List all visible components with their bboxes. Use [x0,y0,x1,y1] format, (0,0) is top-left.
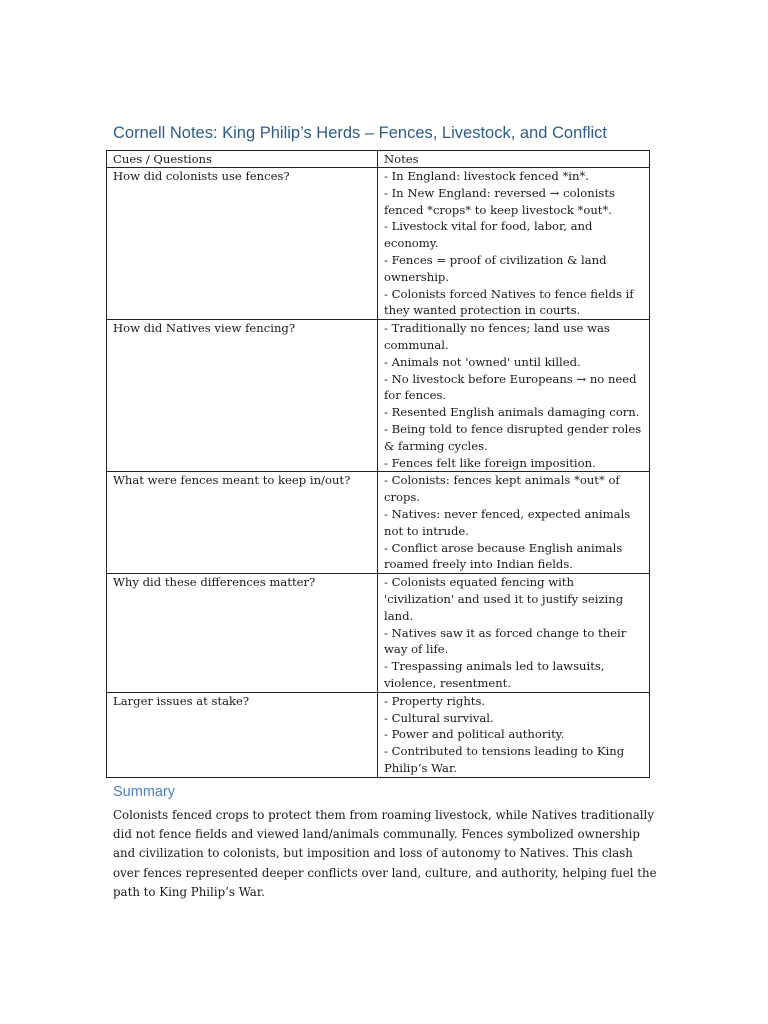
table-row [107,320,650,472]
notes-cell [378,692,650,777]
summary-heading: Summary [113,784,176,800]
note-line: - Resented English animals damaging corn. [384,405,640,420]
note-line: - Contributed to tensions leading to King Philip’s War. [384,744,625,775]
cue-cell: How did colonists use fences? [107,168,378,320]
note-line: - Power and political authority. [384,727,565,742]
note-line: - Conflict arose because English animals roamed freely into Indian fields. [384,540,623,572]
table-header-row [107,151,650,168]
notes-column-header: Notes [378,151,650,168]
note-line: - No livestock before Europeans → no need for fences. [384,371,637,403]
notes-cell [378,472,650,574]
note-line: - Natives saw it as forced change to their way of life. [384,625,627,657]
note-line: - Being told to fence disrupted gender roles & farming cycles. [384,421,642,453]
note-line: - Property rights. [384,693,486,708]
note-line: - In England: livestock fenced *in*. [384,169,589,183]
table-row [107,692,650,777]
note-line: - Animals not 'owned' until killed. [384,354,581,369]
table-row [107,574,650,693]
notes-cell [378,168,650,320]
note-line: - Trespassing animals led to lawsuits, violence, resentment. [384,659,605,690]
note-line: - Colonists: fences kept animals *out* of crops. [384,473,620,505]
note-line: - Colonists forced Natives to fence fields if they wanted protection in courts. [384,286,634,318]
note-line: - Cultural survival. [384,710,494,725]
table-row [107,168,650,320]
cue-cell: Larger issues at stake? [107,692,378,777]
note-line: - Natives: never fenced, expected animals not to intrude. [384,506,631,538]
document-title: Cornell Notes: King Philip’s Herds – Fences, Livestock, and Conflict [113,124,608,142]
note-line: - Fences = proof of civilization & land ownership. [384,252,607,284]
cues-column-header: Cues / Questions [107,151,378,168]
notes-cell [378,574,650,693]
cue-cell: Why did these differences matter? [107,574,378,693]
cue-cell: What were fences meant to keep in/out? [107,472,378,574]
note-line: - In New England: reversed → colonists fenced *crops* to keep livestock *out*. [384,185,615,217]
note-line: - Livestock vital for food, labor, and economy. [384,219,593,251]
table-row [107,472,650,574]
cornell-notes-table [106,150,650,778]
summary-text: Colonists fenced crops to protect them from roaming livestock, while Natives traditionally did not fence fields and viewed land/animals communally. Fences symbolized ownership and civilization to colonists, but imposition and loss of autonomy to Natives. This clash over fences represented deeper conflicts over land, culture, and authority, helping fuel the path to King Philip’s War. [113,808,657,899]
note-line: - Traditionally no fences; land use was communal. [384,321,610,352]
cue-cell: How did Natives view fencing? [107,320,378,472]
note-line: - Colonists equated fencing with 'civilization' and used it to justify seizing land. [384,575,624,623]
note-line: - Fences felt like foreign imposition. [384,455,596,470]
notes-cell [378,320,650,472]
